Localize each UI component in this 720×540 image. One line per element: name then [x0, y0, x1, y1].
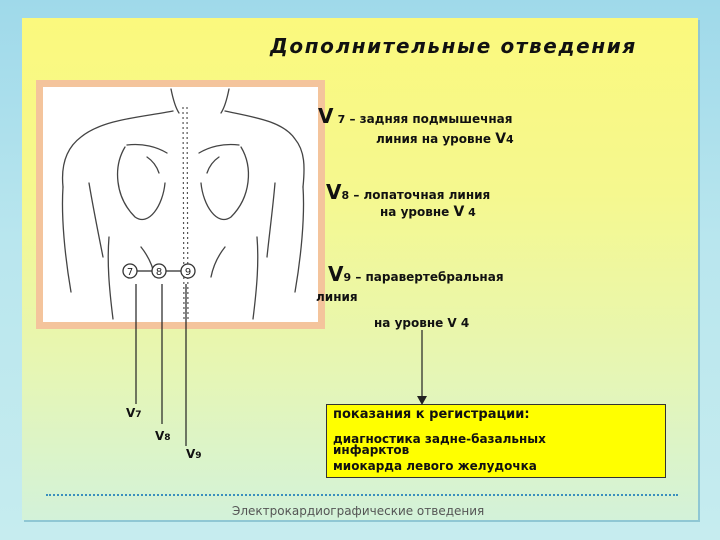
lead-v9-line3: на уровне V 4 [374, 316, 470, 330]
indications-line-1: диагностика задне-базальных [333, 432, 546, 446]
slide-title: Дополнительные отведения [270, 34, 637, 58]
lead-v8-line2: на уровне V 4 [380, 204, 476, 220]
arrow-down-icon [417, 396, 427, 405]
side-label-v8: V8 [155, 429, 171, 443]
indications-line-2: инфарктов [333, 443, 410, 457]
footer-text: Электрокардиографические отведения [232, 504, 485, 518]
lead-v7-line1: V 7 – задняя подмышечная [318, 104, 513, 128]
indications-line-3: миокарда левого желудочка [333, 459, 537, 473]
lead-v9-line1: V9 – паравертебральная [328, 262, 504, 286]
electrode-label-9: 9 [184, 267, 192, 278]
electrode-label-8: 8 [155, 267, 163, 278]
side-label-v9: V9 [186, 447, 202, 461]
lead-v8-line1: V8 – лопаточная линия [326, 180, 491, 204]
indications-title: показания к регистрации: [333, 407, 530, 422]
side-label-v7: V7 [126, 406, 142, 420]
lead-v9-line2: линия [316, 290, 358, 304]
electrode-label-7: 7 [126, 267, 134, 278]
lead-v7-line2: линия на уровне V4 [376, 131, 514, 147]
